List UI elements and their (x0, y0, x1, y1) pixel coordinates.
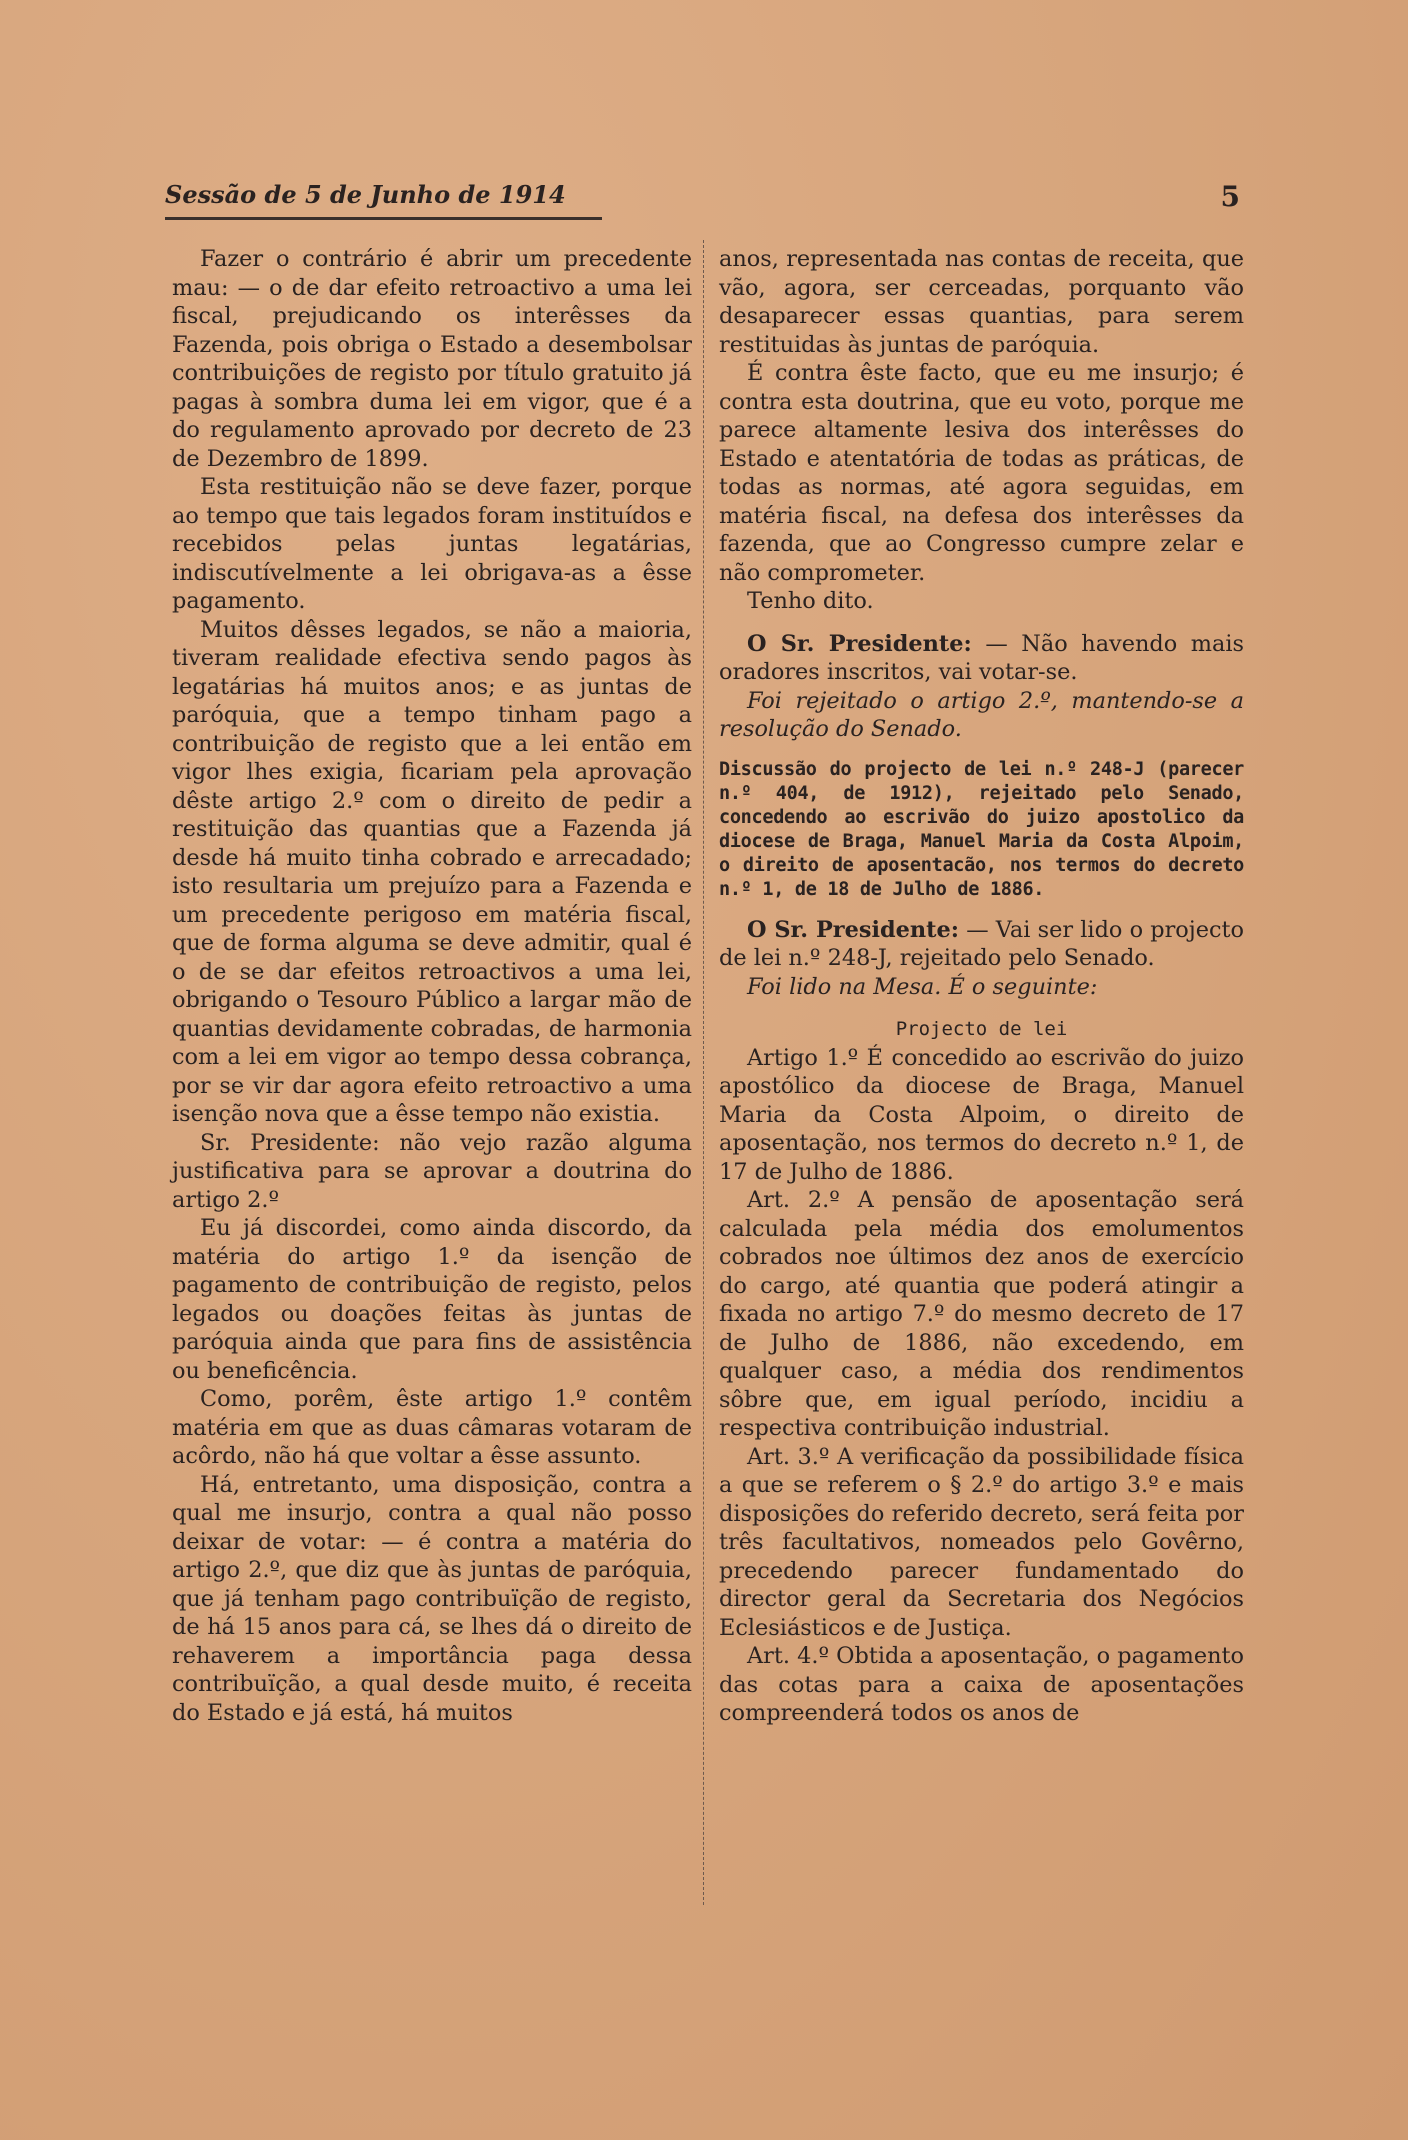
paragraph: É contra êste facto, que eu me insurjo; é contra esta doutrina, que eu voto, porque me parece altamente lesiva dos interêsses do Estado e atentatória de todas as práticas, de todas as normas, até agora seguidas, em matéria fiscal, na defesa dos interêsses da fazenda, que ao Congresso cumpre zelar e não comprometer. (719, 360, 1244, 586)
paragraph: Fazer o contrário é abrir um precedente mau: — o de dar efeito retroactivo a uma lei fiscal, prejudicando os interêsses da Fazenda, pois obriga o Estado a desembolsar contribuições de registo por título gratuito já pagas à sombra duma lei em vigor, que é a do regulamento aprovado por decreto de 23 de Dezembro de 1899. (172, 246, 692, 472)
paragraph: Sr. Presidente: não vejo razão alguma justificativa para se aprovar a doutrina do artigo 2.º (172, 1129, 692, 1213)
vote-result: Foi rejeitado o artigo 2.º, mantendo-se a resolução do Senado. (719, 687, 1244, 742)
page-number: 5 (1220, 180, 1240, 213)
paragraph: Como, porêm, êste artigo 1.º contêm matéria em que as duas câmaras votaram de acôrdo, não há que voltar a êsse assunto. (172, 1386, 692, 1469)
discussion-summary: Discussão do projecto de lei n.º 248-J (parecer n.º 404, de 1912), rejeitado pelo Senado, concedendo ao escrivão do juizo apostolico da diocese de Braga, Manuel Maria da Costa Alpoim, o direito de aposentacão, nos termos do decreto n.º 1, de 18 de Julho de 1886. (719, 758, 1244, 900)
paragraph: Tenho dito. (747, 588, 874, 614)
speech-text: — Vai ser lido o projecto de lei n.º 248-J, rejeitado pelo Senado. (719, 916, 1245, 971)
projecto-heading: Projecto de lei (895, 1018, 1068, 1040)
article: Art. 4.º Obtida a aposentação, o pagamento das cotas para a caixa de aposentações compreenderá todos os anos de (719, 1643, 1244, 1726)
paragraph: Muitos dêsses legados, se não a maioria, tiveram realidade efectiva sendo pagos às legatárias há muitos anos; e as juntas de paróquia, que a tempo tinham pago a contribuição de registo que a lei então em vigor lhes exigia, ficariam pela aprovação dêste artigo 2.º com o direito de pedir a restituição das quantias que a Fazenda já desde há muito tinha cobrado e arrecadado; isto resultaria um prejuízo para a Fazenda e um precedente perigoso em matéria fiscal, que de forma alguma se deve admitir, qual é o de se dar efeitos retroactivos a uma lei, obrigando o Tesouro Público a largar mão de quantias devidamente cobradas, de harmonia com a lei em vigor ao tempo dessa cobrança, por se vir dar agora efeito retroactivo a uma isenção nova que a êsse tempo não existia. (172, 616, 692, 1127)
speaker-label: O Sr. Presidente: (747, 630, 972, 657)
right-column (719, 245, 1244, 1728)
article: Artigo 1.º É concedido ao escrivão do juizo apostólico da diocese de Braga, Manuel Maria da Costa Alpoim, o direito de aposentação, nos termos do decreto n.º 1, de 17 de Julho de 1886. (719, 1044, 1244, 1185)
column-divider (703, 240, 705, 1905)
article: Art. 2.º A pensão de aposentação será calculada pela média dos emolumentos cobrados noe últimos dez anos de exercício do cargo, até quantia que poderá atingir a fixada no artigo 7.º do mesmo decreto de 17 de Julho de 1886, não excedendo, em qualquer caso, a média dos rendimentos sôbre que, em igual período, incidiu a respectiva contribuição industrial. (719, 1187, 1244, 1441)
article: Art. 3.º A verificação da possibilidade física a que se referem o § 2.º do artigo 3.º e mais disposições do referido decreto, será feita por três facultativos, nomeados pelo Govêrno, precedendo parecer fundamentado do director geral da Secretaria dos Negócios Eclesiásticos e de Justiça. (719, 1443, 1244, 1641)
paragraph: Eu já discordei, como ainda discordo, da matéria do artigo 1.º da isenção de pagamento de contribuição de registo, pelos legados ou doações feitas às juntas de paróquia ainda que para fins de assistência ou beneficência. (172, 1215, 692, 1384)
running-title: Sessão de 5 de Junho de 1914 (165, 180, 566, 209)
speaker-label: O Sr. Presidente: (747, 916, 959, 943)
paragraph: Há, entretanto, uma disposição, contra a qual me insurjo, contra a qual não posso deixar de votar: — é contra a matéria do artigo 2.º, que diz que às juntas de paróquia, que já tenham pago contribuïção de registo, de há 15 anos para cá, se lhes dá o direito de rehaverem a importância paga dessa contribuïção, a qual desde muito, é receita do Estado e já está, há muitos (172, 1471, 692, 1726)
page-header (165, 180, 1240, 216)
president-remark (719, 630, 1244, 687)
left-column (172, 245, 692, 1727)
president-remark (719, 916, 1244, 973)
reading-note: Foi lido na Mesa. É o seguinte: (747, 973, 1098, 1000)
speech-text: — Não havendo mais oradores inscritos, vai votar-se. (719, 630, 1244, 685)
paragraph: anos, representada nas contas de receita, que vão, agora, ser cerceadas, porquanto vão desaparecer essas quantias, para serem restituidas às juntas de paróquia. (719, 246, 1244, 358)
paragraph: Esta restituição não se deve fazer, porque ao tempo que tais legados foram instituídos e recebidos pelas juntas legatárias, indiscutívelmente a lei obrigava-as a êsse pagamento. (172, 474, 692, 614)
header-rule (165, 217, 602, 220)
